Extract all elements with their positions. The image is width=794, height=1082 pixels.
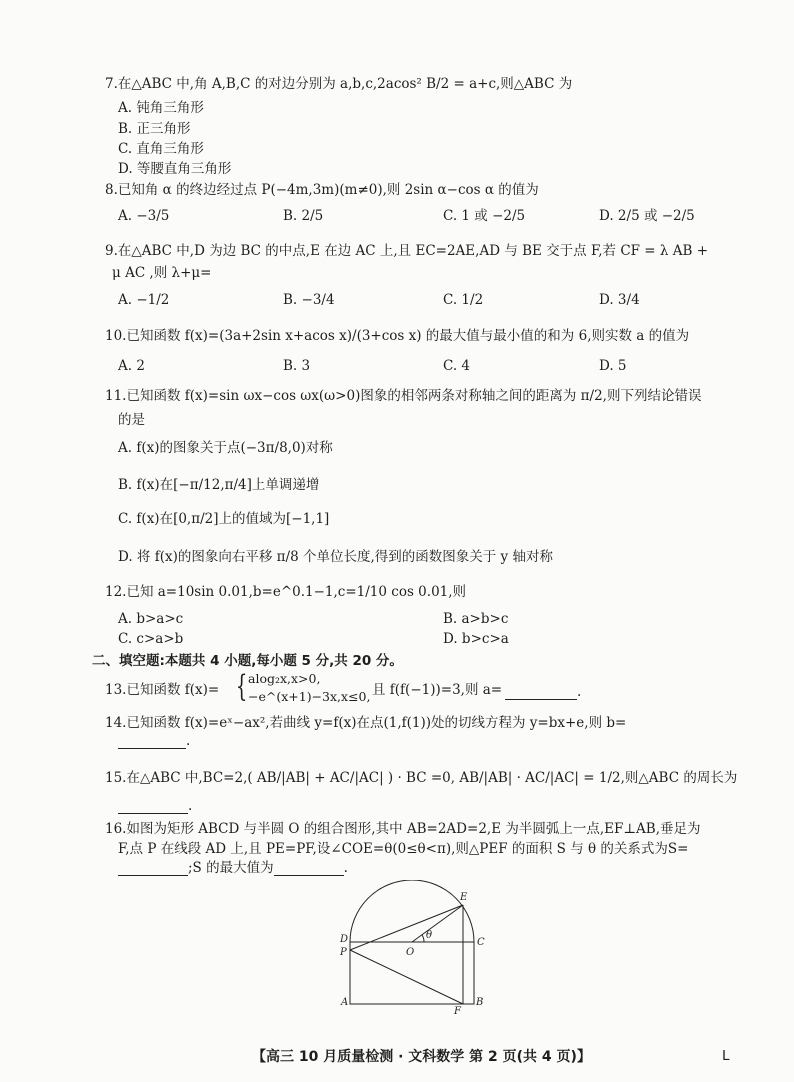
- q13-case1: alog₂x,x>0,: [248, 671, 321, 686]
- q7-option-b: B. 正三角形: [118, 121, 191, 137]
- q12-option-c: C. c>a>b: [118, 631, 184, 647]
- label-a: A: [341, 997, 349, 1008]
- label-p: P: [340, 947, 347, 958]
- q10-stem: 10.已知函数 f(x)=(3a+2sin x+acos x)/(3+cos x) 的最大值与最小值的和为 6,则实数 a 的值为: [105, 328, 690, 344]
- q11-option-b: B. f(x)在[−π/12,π/4]上单调递增: [118, 477, 320, 493]
- label-o: O: [406, 947, 415, 958]
- q16-answer-blank-s[interactable]: [118, 863, 188, 876]
- label-f: F: [454, 1006, 461, 1015]
- q14-answer-blank[interactable]: .: [118, 735, 190, 749]
- q11-stem-line1: 11.已知函数 f(x)=sin ωx−cos ωx(ω>0)图象的相邻两条对称轴之间的距离为 π/2,则下列结论错误: [105, 388, 702, 404]
- q13-brace: {: [235, 669, 248, 704]
- q8-option-a: A. −3/5: [118, 208, 170, 224]
- label-c: C: [477, 937, 485, 948]
- q16-line2: F,点 P 在线段 AD 上,且 PE=PF,设∠COE=θ(0≤θ<π),则△PEF 的面积 S 与 θ 的关系式为S=: [118, 841, 689, 857]
- page-footer: 【高三 10 月质量检测 · 文科数学 第 2 页(共 4 页)】: [252, 1049, 591, 1065]
- q16-answer-blank-max[interactable]: [274, 863, 344, 876]
- q10-option-b: B. 3: [283, 358, 311, 374]
- q10-option-a: A. 2: [118, 358, 145, 374]
- q7-option-d: D. 等腰直角三角形: [118, 161, 232, 177]
- q9-stem-line1: 9.在△ABC 中,D 为边 BC 的中点,E 在边 AC 上,且 EC=2AE,AD 与 BE 交于点 F,若 CF = λ AB +: [105, 243, 709, 259]
- q16-line1: 16.如图为矩形 ABCD 与半圆 O 的组合图形,其中 AB=2AD=2,E 为半圆弧上一点,EF⊥AB,垂足为: [105, 821, 701, 837]
- label-theta: θ: [426, 930, 433, 941]
- rectangle-semicircle-figure: [340, 880, 490, 1015]
- q9-option-d: D. 3/4: [599, 292, 640, 308]
- q15-answer-blank[interactable]: .: [118, 800, 192, 814]
- section-heading-fill-blank: 二、填空题:本题共 4 小题,每小题 5 分,共 20 分。: [92, 653, 403, 669]
- q9-option-a: A. −1/2: [118, 292, 170, 308]
- q12-stem: 12.已知 a=10sin 0.01,b=e^0.1−1,c=1/10 cos 0.01,则: [105, 584, 467, 600]
- q12-option-a: A. b>a>c: [118, 611, 184, 627]
- q8-option-c: C. 1 或 −2/5: [443, 208, 526, 224]
- corner-mark: L: [722, 1048, 730, 1064]
- q13-suffix: 且 f(f(−1))=3,则 a=: [372, 682, 503, 698]
- q13-case2: −e^(x+1)−3x,x≤0,: [248, 689, 371, 704]
- q13-prefix: 13.已知函数 f(x)=: [105, 682, 220, 698]
- q8-option-d: D. 2/5 或 −2/5: [599, 208, 695, 224]
- q7-option-c: C. 直角三角形: [118, 141, 204, 157]
- angle-theta-arc: [422, 935, 424, 942]
- q16-line3: ;S 的最大值为 .: [118, 862, 348, 876]
- q15-line1: 15.在△ABC 中,BC=2,( AB/|AB| + AC/|AC| ) · BC =0, AB/|AB| · AC/|AC| = 1/2,则△ABC 的周长为: [105, 770, 738, 786]
- q11-option-a: A. f(x)的图象关于点(−3π/8,0)对称: [118, 440, 333, 456]
- q14-line1: 14.已知函数 f(x)=eˣ−ax²,若曲线 y=f(x)在点(1,f(1))处的切线方程为 y=bx+e,则 b=: [105, 715, 627, 731]
- q12-option-b: B. a>b>c: [443, 611, 509, 627]
- q13-answer-blank[interactable]: .: [505, 686, 581, 700]
- q9-stem-line2: μ AC ,则 λ+μ=: [112, 265, 212, 281]
- segment-oe: [412, 905, 463, 942]
- segment-pe: [350, 905, 463, 950]
- q10-option-c: C. 4: [443, 358, 471, 374]
- label-e: E: [460, 892, 468, 903]
- segment-pf: [350, 950, 463, 1004]
- q7-option-a: A. 钝角三角形: [118, 100, 204, 116]
- q8-stem: 8.已知角 α 的终边经过点 P(−4m,3m)(m≠0),则 2sin α−cos α 的值为: [105, 182, 539, 198]
- label-d: D: [340, 934, 349, 945]
- q7-stem: 7.在△ABC 中,角 A,B,C 的对边分别为 a,b,c,2acos² B/2 = a+c,则△ABC 为: [105, 76, 573, 92]
- q11-option-c: C. f(x)在[0,π/2]上的值域为[−1,1]: [118, 511, 330, 527]
- q11-option-d: D. 将 f(x)的图象向右平移 π/8 个单位长度,得到的函数图象关于 y 轴对称: [118, 549, 553, 565]
- q9-option-c: C. 1/2: [443, 292, 484, 308]
- q9-option-b: B. −3/4: [283, 292, 335, 308]
- q11-stem-line2: 的是: [118, 412, 145, 428]
- q8-option-b: B. 2/5: [283, 208, 324, 224]
- q10-option-d: D. 5: [599, 358, 627, 374]
- q12-option-d: D. b>c>a: [443, 631, 509, 647]
- label-b: B: [476, 997, 484, 1008]
